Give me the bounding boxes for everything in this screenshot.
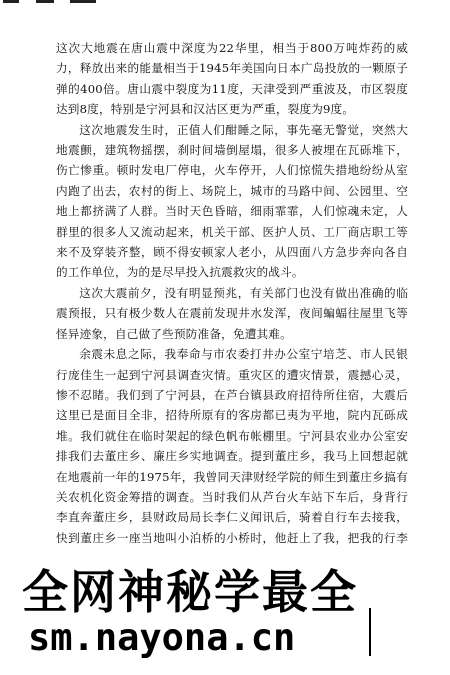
paragraph-3: 这次大震前夕，没有明显预兆，有关部门也没有做出准确的临震预报，只有极少数人在震前发现井水发浑，夜间蝙蝠往屋里飞等怪异迹象，自己做了些预防准备，免遭其难。 — [56, 285, 408, 341]
watermark-title: 全网神秘学最全 — [22, 565, 358, 619]
watermark-url: sm.nayona.cn — [28, 616, 296, 659]
paragraph-2: 这次地震发生时，正值人们酣睡之际，事先毫无警觉，突然大地震颤，建筑物摇摆，刹时间墙倒屋塌，很多人被埋在瓦砾堆下，伤亡惨重。顿时发电厂停电，火车停开，人们惊慌失措地纷纷从室内跑了出去，农村的街上、场院上，城市的马路中间、公园里、空地上都挤满了人群。当时天色昏暗，细雨霏霏，人们惊魂未定，人群里的很多人又流动起来，机关干部、医护人员、工厂商店职工等来不及穿装齐整，顾不得安顿家人老小，从四面八方急步奔向各自的工作单位，为的是尽早投入抗震救灾的战斗。 — [56, 122, 408, 280]
document-body — [56, 38, 408, 569]
watermark-banner — [0, 548, 450, 675]
paragraph-1: 这次大地震在唐山震中深度为22华里，相当于800万吨炸药的威力，释放出来的能量相当于1945年美国向日本广岛投放的一颗原子弹的400倍。唐山震中裂度为11度，天津受到严重波及，市区裂度达到8度，特别是宁河县和汉沽区更为严重，裂度为9度。 — [56, 41, 408, 117]
text-cursor — [369, 608, 371, 656]
page-edge-marks — [0, 0, 450, 10]
paragraph-4: 余震未息之际，我奉命与市农委打井办公室宁培芝、市人民银行庞佳生一起到宁河县调查灾情。重灾区的遭灾情景，震撼心灵，惨不忍睹。我们到了宁河县，在芦台镇县政府招待所住宿，大震后这里已是面目全非，招待所原有的客房都已夷为平地，院内瓦砾成堆。我们就住在临时架起的绿色帆布帐棚里。宁河县农业办公室安排我们去董庄乡、廉庄乡实地调查。提到董庄乡，我马上回想起就在地震前一年的1975年，我曾同天津财经学院的师生到董庄乡搞有关农机化资金筹措的调查。当时我们从芦台火车站下车后，身背行李直奔董庄乡，县财政局局长李仁义闻讯后，骑着自行车去接我，快到董庄乡一座当地叫小泊桥的小桥时，他赶上了我，把我的行李 — [56, 347, 408, 545]
